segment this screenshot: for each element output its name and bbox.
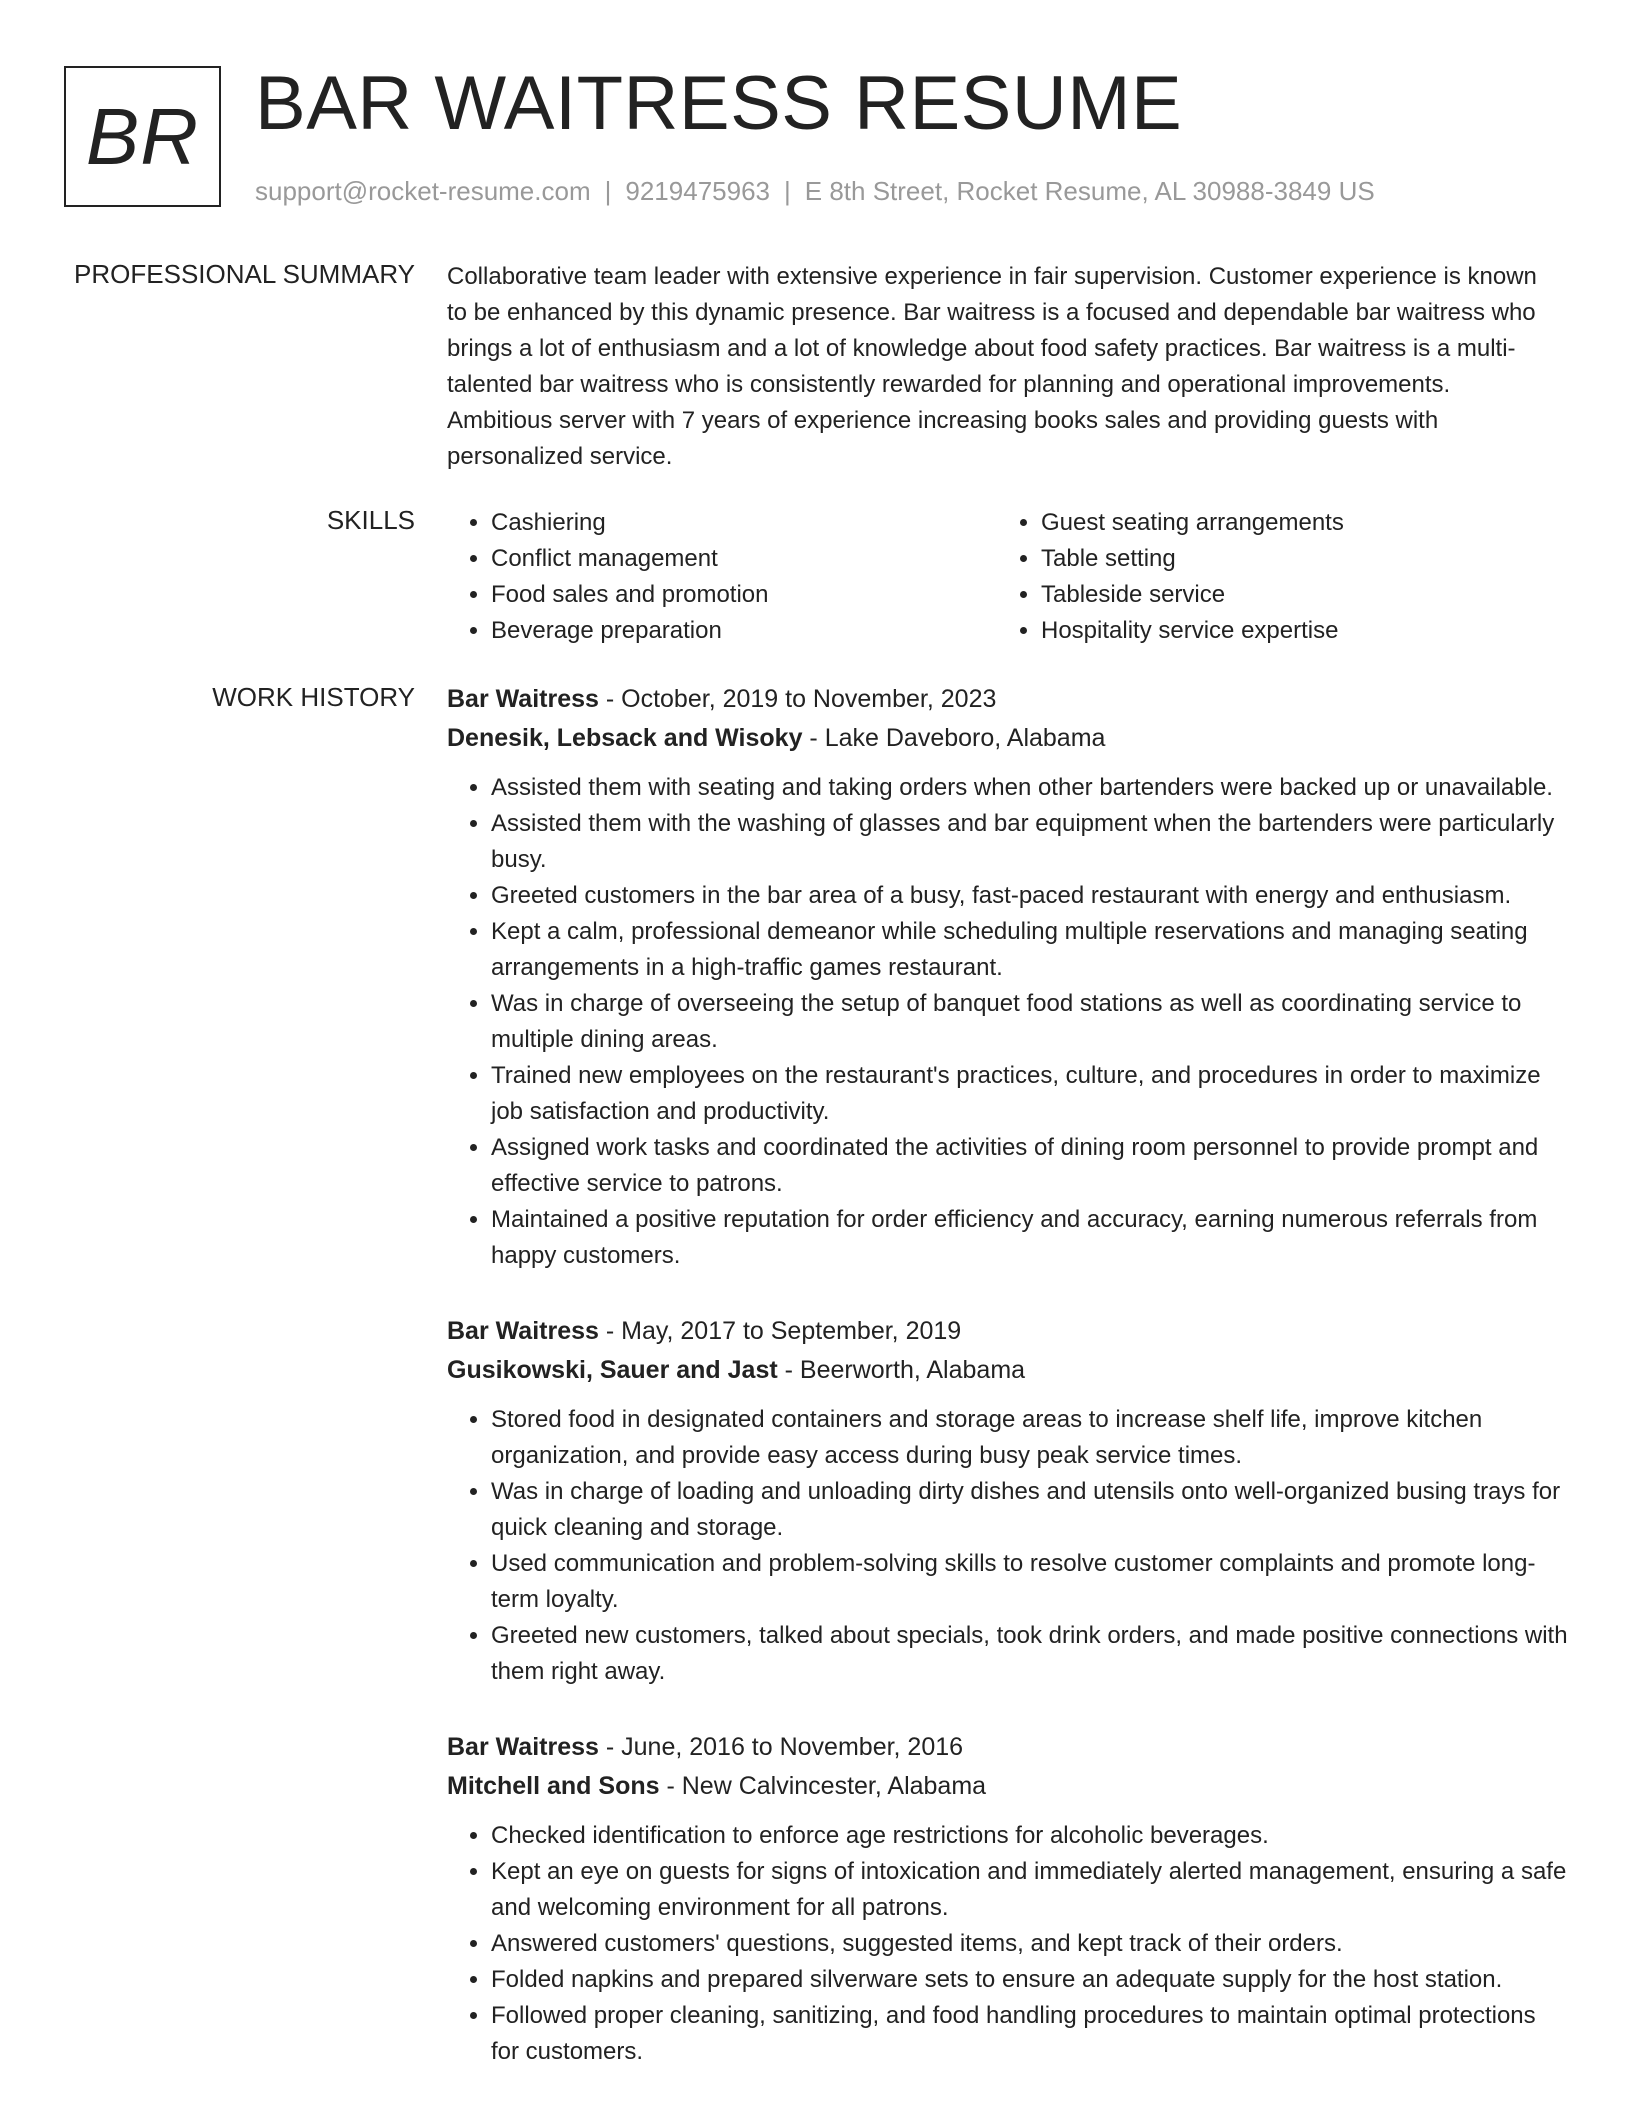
job-bullet: • Followed proper cleaning, sanitizing, and food handling procedures to maintain optimal protections for customers.: [491, 1998, 1568, 2070]
summary-body: [447, 259, 1568, 475]
job-bullet: • Maintained a positive reputation for order efficiency and accuracy, earning numerous referrals from happy customers.: [491, 1202, 1568, 1274]
job-bullet: • Folded napkins and prepared silverware sets to ensure an adequate supply for the host station.: [491, 1962, 1568, 1998]
job-bullets: [447, 770, 1568, 1274]
skill-item: • Tableside service: [1041, 577, 1568, 613]
job-bullet: • Greeted new customers, talked about specials, took drink orders, and made positive connections with them right away.: [491, 1618, 1568, 1690]
job-title: Bar Waitress: [447, 685, 599, 713]
job-bullets: [447, 1818, 1568, 2070]
job-bullet: • Checked identification to enforce age restrictions for alcoholic beverages.: [491, 1818, 1568, 1854]
section-label-work-history: WORK HISTORY: [212, 682, 415, 712]
job-bullet: • Kept an eye on guests for signs of intoxication and immediately alerted management, ensuring a safe and welcoming environment for all patrons.: [491, 1854, 1568, 1926]
skill-item: • Cashiering: [491, 505, 997, 541]
job-bullet: • Greeted customers in the bar area of a busy, fast-paced restaurant with energy and enthusiasm.: [491, 878, 1568, 914]
skill-item: • Hospitality service expertise: [1041, 613, 1568, 649]
job-title-line: [447, 1312, 1568, 1350]
summary-text: Collaborative team leader with extensive experience in fair supervision. Customer experience is known to be enhanced by this dynamic presence. Bar waitress is a focused and dependable bar waitress who brings a lot of enthusiasm and a lot of knowledge about food safety practices. Bar waitress is a multi-talented bar waitress who is consistently rewarded for planning and operational improvements. Ambitious server with 7 years of experience increasing books sales and providing guests with personalized service.: [447, 263, 1537, 470]
job-location: - Lake Daveboro, Alabama: [802, 724, 1106, 752]
skill-item: • Table setting: [1041, 541, 1568, 577]
job-title: Bar Waitress: [447, 1733, 599, 1761]
skill-item: • Food sales and promotion: [491, 577, 997, 613]
job-title-line: [447, 1728, 1568, 1766]
job-company-line: [447, 1350, 1568, 1390]
job-company: Mitchell and Sons: [447, 1772, 660, 1800]
job-company-line: [447, 1766, 1568, 1806]
job-company-line: [447, 718, 1568, 758]
section-label-skills: SKILLS: [326, 505, 415, 535]
contact-separator: |: [784, 176, 791, 206]
job-bullet: • Assisted them with the washing of glasses and bar equipment when the bartenders were particularly busy.: [491, 806, 1568, 878]
job-company: Denesik, Lebsack and Wisoky: [447, 724, 803, 752]
skills-list-left: [447, 505, 997, 649]
work-history-body: [447, 680, 1568, 2108]
contact-email[interactable]: support@rocket-resume.com: [255, 176, 591, 206]
job-location: - New Calvincester, Alabama: [659, 1772, 987, 1800]
skills-column-left: [447, 505, 997, 649]
skills-body: [447, 505, 1568, 649]
job-dates: - May, 2017 to September, 2019: [598, 1317, 962, 1345]
page-title: BAR WAITRESS RESUME: [255, 61, 1183, 146]
job-bullet: • Used communication and problem-solving skills to resolve customer complaints and promote long-term loyalty.: [491, 1546, 1568, 1618]
job-dates: - October, 2019 to November, 2023: [598, 685, 997, 713]
skills-list-right: [997, 505, 1568, 649]
job-bullet: • Was in charge of loading and unloading dirty dishes and utensils onto well-organized busing trays for quick cleaning and storage.: [491, 1474, 1568, 1546]
skills-column-right: [997, 505, 1568, 649]
job-bullet: • Stored food in designated containers and storage areas to increase shelf life, improve kitchen organization, and provide easy access during busy peak service times.: [491, 1402, 1568, 1474]
contact-line: [255, 176, 1375, 207]
job-dates: - June, 2016 to November, 2016: [598, 1733, 964, 1761]
skills-grid: [447, 505, 1568, 649]
job-bullet: • Assisted them with seating and taking orders when other bartenders were backed up or unavailable.: [491, 770, 1568, 806]
resume-header: [64, 61, 1568, 209]
job-company: Gusikowski, Sauer and Jast: [447, 1356, 778, 1384]
skill-item: • Beverage preparation: [491, 613, 997, 649]
job-title-line: [447, 680, 1568, 718]
job-title: Bar Waitress: [447, 1317, 599, 1345]
job-bullet: • Answered customers' questions, suggested items, and kept track of their orders.: [491, 1926, 1568, 1962]
skill-item: • Guest seating arrangements: [1041, 505, 1568, 541]
job-entry: [447, 1312, 1568, 1690]
contact-separator: |: [604, 176, 612, 206]
contact-phone[interactable]: 9219475963: [625, 176, 770, 206]
skill-item: • Conflict management: [491, 541, 997, 577]
contact-address: E 8th Street, Rocket Resume, AL 30988-3849 US: [804, 176, 1375, 206]
job-bullet: • Was in charge of overseeing the setup of banquet food stations as well as coordinating service to multiple dining areas.: [491, 986, 1568, 1058]
monogram-logo: BR: [64, 66, 221, 207]
job-entry: [447, 680, 1568, 1274]
job-bullets: [447, 1402, 1568, 1690]
job-entry: [447, 1728, 1568, 2070]
job-location: - Beerworth, Alabama: [777, 1356, 1026, 1384]
section-label-summary: PROFESSIONAL SUMMARY: [74, 259, 415, 289]
job-bullet: • Assigned work tasks and coordinated the activities of dining room personnel to provide prompt and effective service to patrons.: [491, 1130, 1568, 1202]
job-bullet: • Trained new employees on the restaurant's practices, culture, and procedures in order to maximize job satisfaction and productivity.: [491, 1058, 1568, 1130]
job-bullet: • Kept a calm, professional demeanor while scheduling multiple reservations and managing seating arrangements in a high-traffic games restaurant.: [491, 914, 1568, 986]
